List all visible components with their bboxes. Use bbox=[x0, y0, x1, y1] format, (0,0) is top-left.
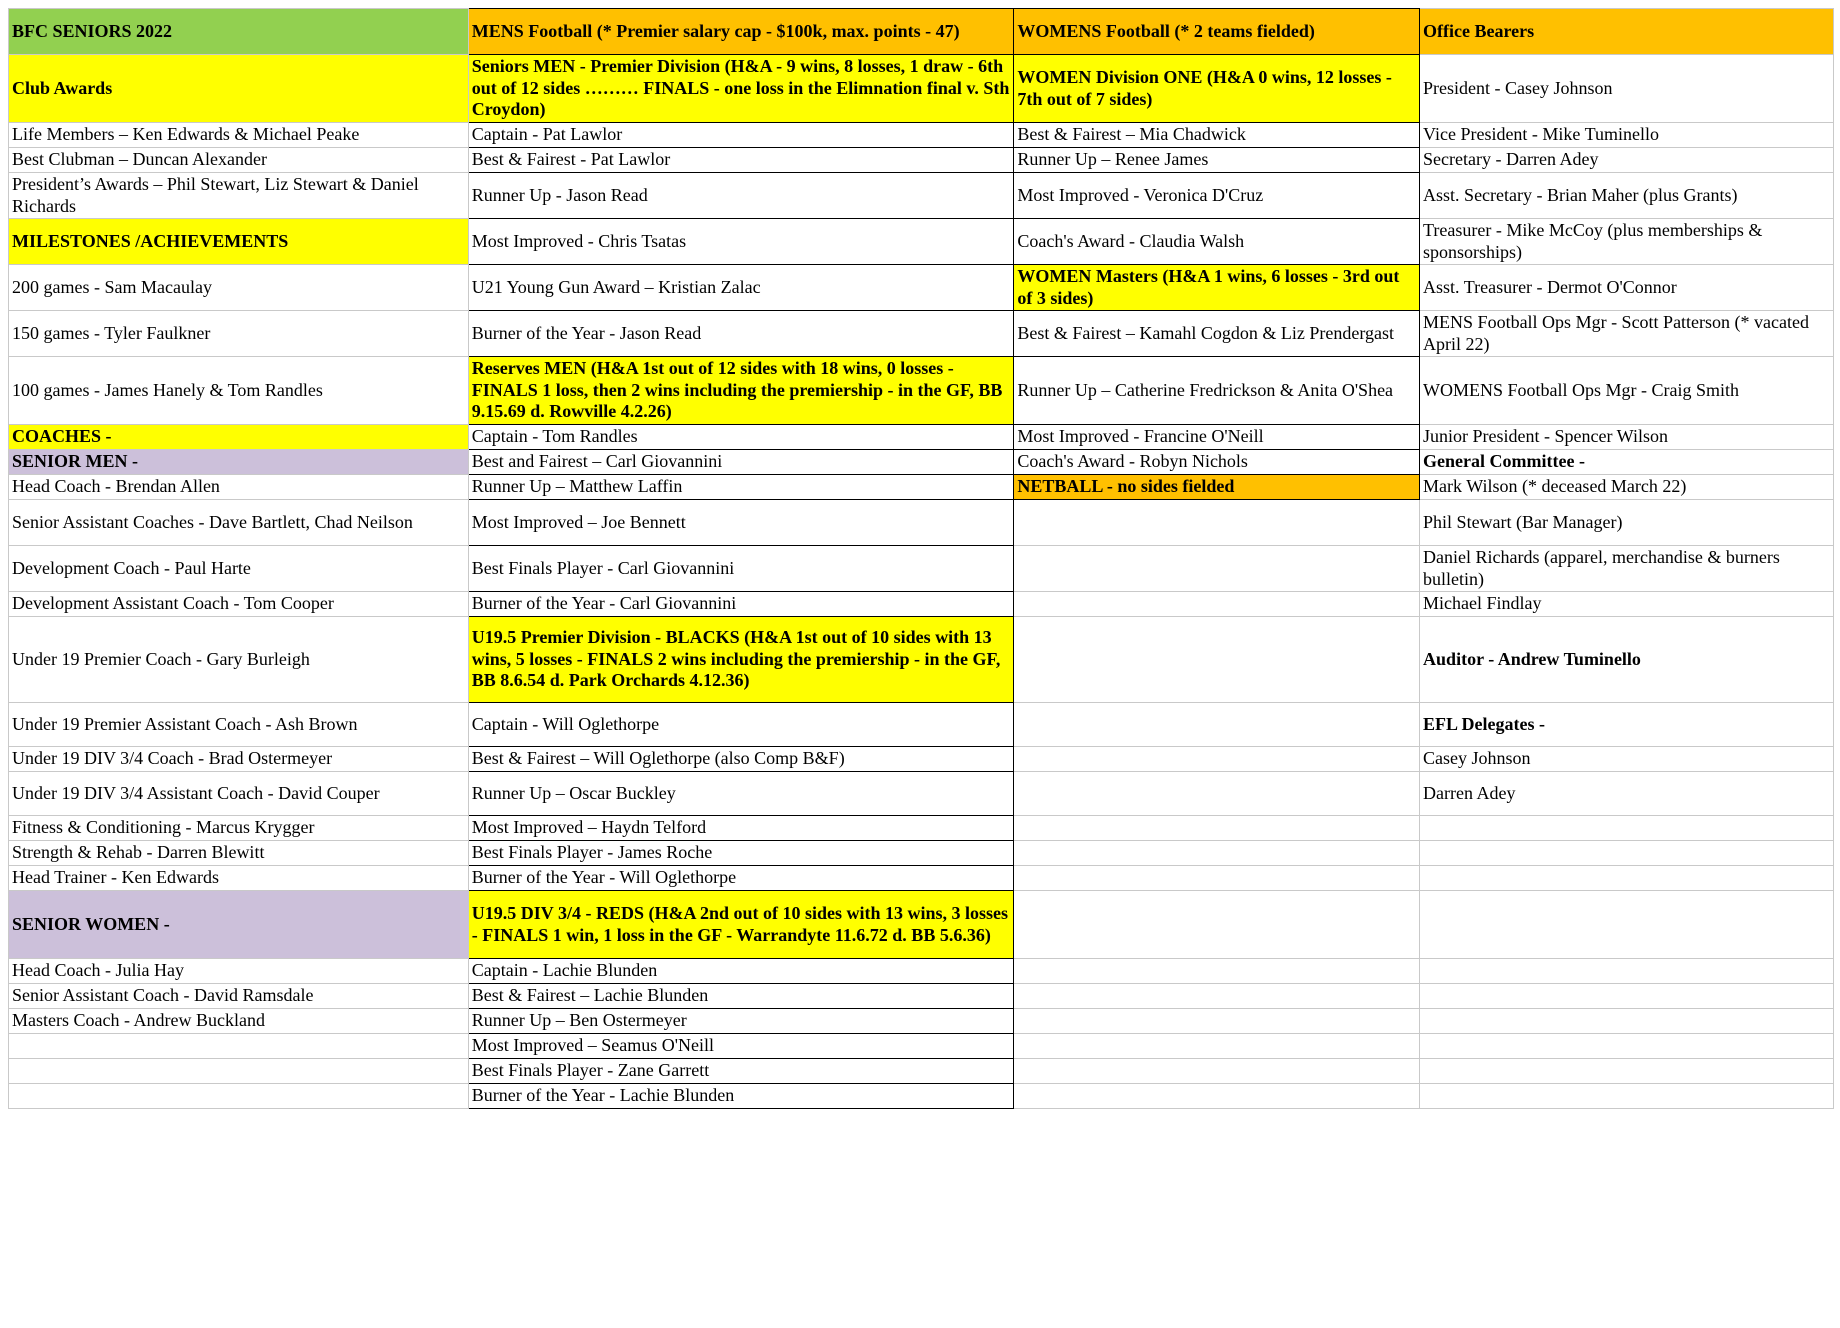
table-cell: Reserves MEN (H&A 1st out of 12 sides with 18 wins, 0 losses - FINALS 1 loss, then 2 wins including the premiership - in the GF, BB 9.15.69 d. Rowville 4.2.26) bbox=[468, 357, 1014, 425]
table-row bbox=[9, 841, 1834, 866]
table-row bbox=[9, 425, 1834, 450]
table-cell: Head Trainer - Ken Edwards bbox=[9, 866, 469, 891]
table-cell: SENIOR WOMEN - bbox=[9, 891, 469, 959]
table-row bbox=[9, 55, 1834, 123]
empty-cell bbox=[1420, 841, 1834, 866]
table-cell: Treasurer - Mike McCoy (plus memberships & sponsorships) bbox=[1420, 219, 1834, 265]
table-row bbox=[9, 816, 1834, 841]
table-cell: Head Coach - Julia Hay bbox=[9, 959, 469, 984]
empty-cell bbox=[1014, 891, 1420, 959]
table-cell: Mark Wilson (* deceased March 22) bbox=[1420, 475, 1834, 500]
empty-cell bbox=[1014, 592, 1420, 617]
empty-cell bbox=[1014, 747, 1420, 772]
table-cell: Life Members – Ken Edwards & Michael Peake bbox=[9, 123, 469, 148]
empty-cell bbox=[1420, 1034, 1834, 1059]
table-cell: President’s Awards – Phil Stewart, Liz Stewart & Daniel Richards bbox=[9, 173, 469, 219]
table-cell bbox=[9, 1059, 469, 1084]
table-cell: Best & Fairest – Lachie Blunden bbox=[468, 984, 1014, 1009]
table-row bbox=[9, 984, 1834, 1009]
table-row bbox=[9, 617, 1834, 703]
table-cell: COACHES - bbox=[9, 425, 469, 450]
table-cell: Club Awards bbox=[9, 55, 469, 123]
table-cell: Development Assistant Coach - Tom Cooper bbox=[9, 592, 469, 617]
table-row bbox=[9, 219, 1834, 265]
column-header: MENS Football (* Premier salary cap - $100k, max. points - 47) bbox=[468, 9, 1014, 55]
table-row bbox=[9, 357, 1834, 425]
table-cell bbox=[9, 1034, 469, 1059]
table-row bbox=[9, 1084, 1834, 1109]
table-row bbox=[9, 265, 1834, 311]
table-cell: Head Coach - Brendan Allen bbox=[9, 475, 469, 500]
table-cell: SENIOR MEN - bbox=[9, 450, 469, 475]
table-cell: Most Improved – Haydn Telford bbox=[468, 816, 1014, 841]
table-cell: Captain - Pat Lawlor bbox=[468, 123, 1014, 148]
table-cell: Casey Johnson bbox=[1420, 747, 1834, 772]
column-header: WOMENS Football (* 2 teams fielded) bbox=[1014, 9, 1420, 55]
table-cell: Senior Assistant Coach - David Ramsdale bbox=[9, 984, 469, 1009]
empty-cell bbox=[1014, 500, 1420, 546]
table-row bbox=[9, 1059, 1834, 1084]
empty-cell bbox=[1014, 866, 1420, 891]
table-cell: Runner Up – Ben Ostermeyer bbox=[468, 1009, 1014, 1034]
table-cell: WOMEN Masters (H&A 1 wins, 6 losses - 3rd out of 3 sides) bbox=[1014, 265, 1420, 311]
table-row bbox=[9, 1034, 1834, 1059]
table-cell: Under 19 DIV 3/4 Coach - Brad Ostermeyer bbox=[9, 747, 469, 772]
table-cell: Most Improved - Francine O'Neill bbox=[1014, 425, 1420, 450]
table-cell: Seniors MEN - Premier Division (H&A - 9 wins, 8 losses, 1 draw - 6th out of 12 sides ……… FINALS - one loss in the Elimnation final v. Sth Croydon) bbox=[468, 55, 1014, 123]
table-cell: Best Clubman – Duncan Alexander bbox=[9, 148, 469, 173]
table-cell: Captain - Will Oglethorpe bbox=[468, 703, 1014, 747]
empty-cell bbox=[1014, 1059, 1420, 1084]
table-cell: Most Improved – Joe Bennett bbox=[468, 500, 1014, 546]
column-header: Office Bearers bbox=[1420, 9, 1834, 55]
table-cell: Best Finals Player - Zane Garrett bbox=[468, 1059, 1014, 1084]
table-cell: Phil Stewart (Bar Manager) bbox=[1420, 500, 1834, 546]
table-cell: Best & Fairest – Will Oglethorpe (also Comp B&F) bbox=[468, 747, 1014, 772]
empty-cell bbox=[1014, 959, 1420, 984]
table-row bbox=[9, 1009, 1834, 1034]
table-cell: Senior Assistant Coaches - Dave Bartlett, Chad Neilson bbox=[9, 500, 469, 546]
table-cell: General Committee - bbox=[1420, 450, 1834, 475]
table-cell: Asst. Treasurer - Dermot O'Connor bbox=[1420, 265, 1834, 311]
table-cell: 100 games - James Hanely & Tom Randles bbox=[9, 357, 469, 425]
table-cell: Daniel Richards (apparel, merchandise & burners bulletin) bbox=[1420, 546, 1834, 592]
empty-cell bbox=[1014, 1009, 1420, 1034]
table-cell: Most Improved – Seamus O'Neill bbox=[468, 1034, 1014, 1059]
table-cell: Michael Findlay bbox=[1420, 592, 1834, 617]
empty-cell bbox=[1014, 816, 1420, 841]
table-cell: Runner Up – Oscar Buckley bbox=[468, 772, 1014, 816]
table-cell: Vice President - Mike Tuminello bbox=[1420, 123, 1834, 148]
table-cell: Runner Up - Jason Read bbox=[468, 173, 1014, 219]
table-cell: U19.5 Premier Division - BLACKS (H&A 1st out of 10 sides with 13 wins, 5 losses - FINALS 2 wins including the premiership - in the GF, BB 8.6.54 d. Park Orchards 4.12.36) bbox=[468, 617, 1014, 703]
empty-cell bbox=[1420, 891, 1834, 959]
empty-cell bbox=[1420, 984, 1834, 1009]
table-row bbox=[9, 148, 1834, 173]
table-cell: Secretary - Darren Adey bbox=[1420, 148, 1834, 173]
table-row bbox=[9, 703, 1834, 747]
table-cell: President - Casey Johnson bbox=[1420, 55, 1834, 123]
table-cell bbox=[9, 1084, 469, 1109]
empty-cell bbox=[1420, 816, 1834, 841]
empty-cell bbox=[1420, 1009, 1834, 1034]
table-cell: Captain - Lachie Blunden bbox=[468, 959, 1014, 984]
table-row bbox=[9, 891, 1834, 959]
table-cell: Best Finals Player - James Roche bbox=[468, 841, 1014, 866]
table-cell: Best and Fairest – Carl Giovannini bbox=[468, 450, 1014, 475]
table-cell: Burner of the Year - Lachie Blunden bbox=[468, 1084, 1014, 1109]
spreadsheet-table bbox=[8, 8, 1834, 1109]
table-cell: Strength & Rehab - Darren Blewitt bbox=[9, 841, 469, 866]
table-cell: MILESTONES /ACHIEVEMENTS bbox=[9, 219, 469, 265]
table-cell: WOMENS Football Ops Mgr - Craig Smith bbox=[1420, 357, 1834, 425]
table-cell: Burner of the Year - Carl Giovannini bbox=[468, 592, 1014, 617]
empty-cell bbox=[1014, 703, 1420, 747]
empty-cell bbox=[1014, 841, 1420, 866]
table-cell: Under 19 DIV 3/4 Assistant Coach - David Couper bbox=[9, 772, 469, 816]
table-cell: MENS Football Ops Mgr - Scott Patterson (* vacated April 22) bbox=[1420, 311, 1834, 357]
table-cell: U19.5 DIV 3/4 - REDS (H&A 2nd out of 10 sides with 13 wins, 3 losses - FINALS 1 win, 1 loss in the GF - Warrandyte 11.6.72 d. BB 5.6.36) bbox=[468, 891, 1014, 959]
table-row bbox=[9, 123, 1834, 148]
table-row bbox=[9, 311, 1834, 357]
table-cell: Junior President - Spencer Wilson bbox=[1420, 425, 1834, 450]
table-row bbox=[9, 173, 1834, 219]
table-cell: WOMEN Division ONE (H&A 0 wins, 12 losses - 7th out of 7 sides) bbox=[1014, 55, 1420, 123]
empty-cell bbox=[1420, 866, 1834, 891]
table-cell: Development Coach - Paul Harte bbox=[9, 546, 469, 592]
table-cell: Under 19 Premier Coach - Gary Burleigh bbox=[9, 617, 469, 703]
table-cell: Under 19 Premier Assistant Coach - Ash Brown bbox=[9, 703, 469, 747]
table-cell: Coach's Award - Robyn Nichols bbox=[1014, 450, 1420, 475]
table-cell: Burner of the Year - Jason Read bbox=[468, 311, 1014, 357]
table-cell: Most Improved - Veronica D'Cruz bbox=[1014, 173, 1420, 219]
table-cell: Captain - Tom Randles bbox=[468, 425, 1014, 450]
table-cell: Asst. Secretary - Brian Maher (plus Grants) bbox=[1420, 173, 1834, 219]
table-cell: Runner Up – Renee James bbox=[1014, 148, 1420, 173]
table-row bbox=[9, 450, 1834, 475]
table-cell: EFL Delegates - bbox=[1420, 703, 1834, 747]
empty-cell bbox=[1014, 617, 1420, 703]
table-cell: Best & Fairest – Mia Chadwick bbox=[1014, 123, 1420, 148]
table-cell: Fitness & Conditioning - Marcus Krygger bbox=[9, 816, 469, 841]
table-cell: Auditor - Andrew Tuminello bbox=[1420, 617, 1834, 703]
table-row bbox=[9, 866, 1834, 891]
table-row bbox=[9, 959, 1834, 984]
table-row bbox=[9, 747, 1834, 772]
table-row bbox=[9, 592, 1834, 617]
empty-cell bbox=[1420, 1084, 1834, 1109]
table-row bbox=[9, 500, 1834, 546]
empty-cell bbox=[1014, 546, 1420, 592]
table-cell: Darren Adey bbox=[1420, 772, 1834, 816]
table-row bbox=[9, 546, 1834, 592]
empty-cell bbox=[1014, 984, 1420, 1009]
empty-cell bbox=[1014, 1034, 1420, 1059]
empty-cell bbox=[1420, 959, 1834, 984]
table-cell: Runner Up – Matthew Laffin bbox=[468, 475, 1014, 500]
table-cell: Masters Coach - Andrew Buckland bbox=[9, 1009, 469, 1034]
empty-cell bbox=[1420, 1059, 1834, 1084]
table-cell: Most Improved - Chris Tsatas bbox=[468, 219, 1014, 265]
empty-cell bbox=[1014, 772, 1420, 816]
table-cell: NETBALL - no sides fielded bbox=[1014, 475, 1420, 500]
table-cell: Best & Fairest - Pat Lawlor bbox=[468, 148, 1014, 173]
table-cell: Best Finals Player - Carl Giovannini bbox=[468, 546, 1014, 592]
table-cell: 150 games - Tyler Faulkner bbox=[9, 311, 469, 357]
empty-cell bbox=[1014, 1084, 1420, 1109]
table-cell: Coach's Award - Claudia Walsh bbox=[1014, 219, 1420, 265]
table-row bbox=[9, 475, 1834, 500]
table-row bbox=[9, 772, 1834, 816]
table-row bbox=[9, 9, 1834, 55]
table-cell: Best & Fairest – Kamahl Cogdon & Liz Prendergast bbox=[1014, 311, 1420, 357]
column-header: BFC SENIORS 2022 bbox=[9, 9, 469, 55]
table-cell: U21 Young Gun Award – Kristian Zalac bbox=[468, 265, 1014, 311]
table-cell: Runner Up – Catherine Fredrickson & Anita O'Shea bbox=[1014, 357, 1420, 425]
table-cell: 200 games - Sam Macaulay bbox=[9, 265, 469, 311]
table-cell: Burner of the Year - Will Oglethorpe bbox=[468, 866, 1014, 891]
